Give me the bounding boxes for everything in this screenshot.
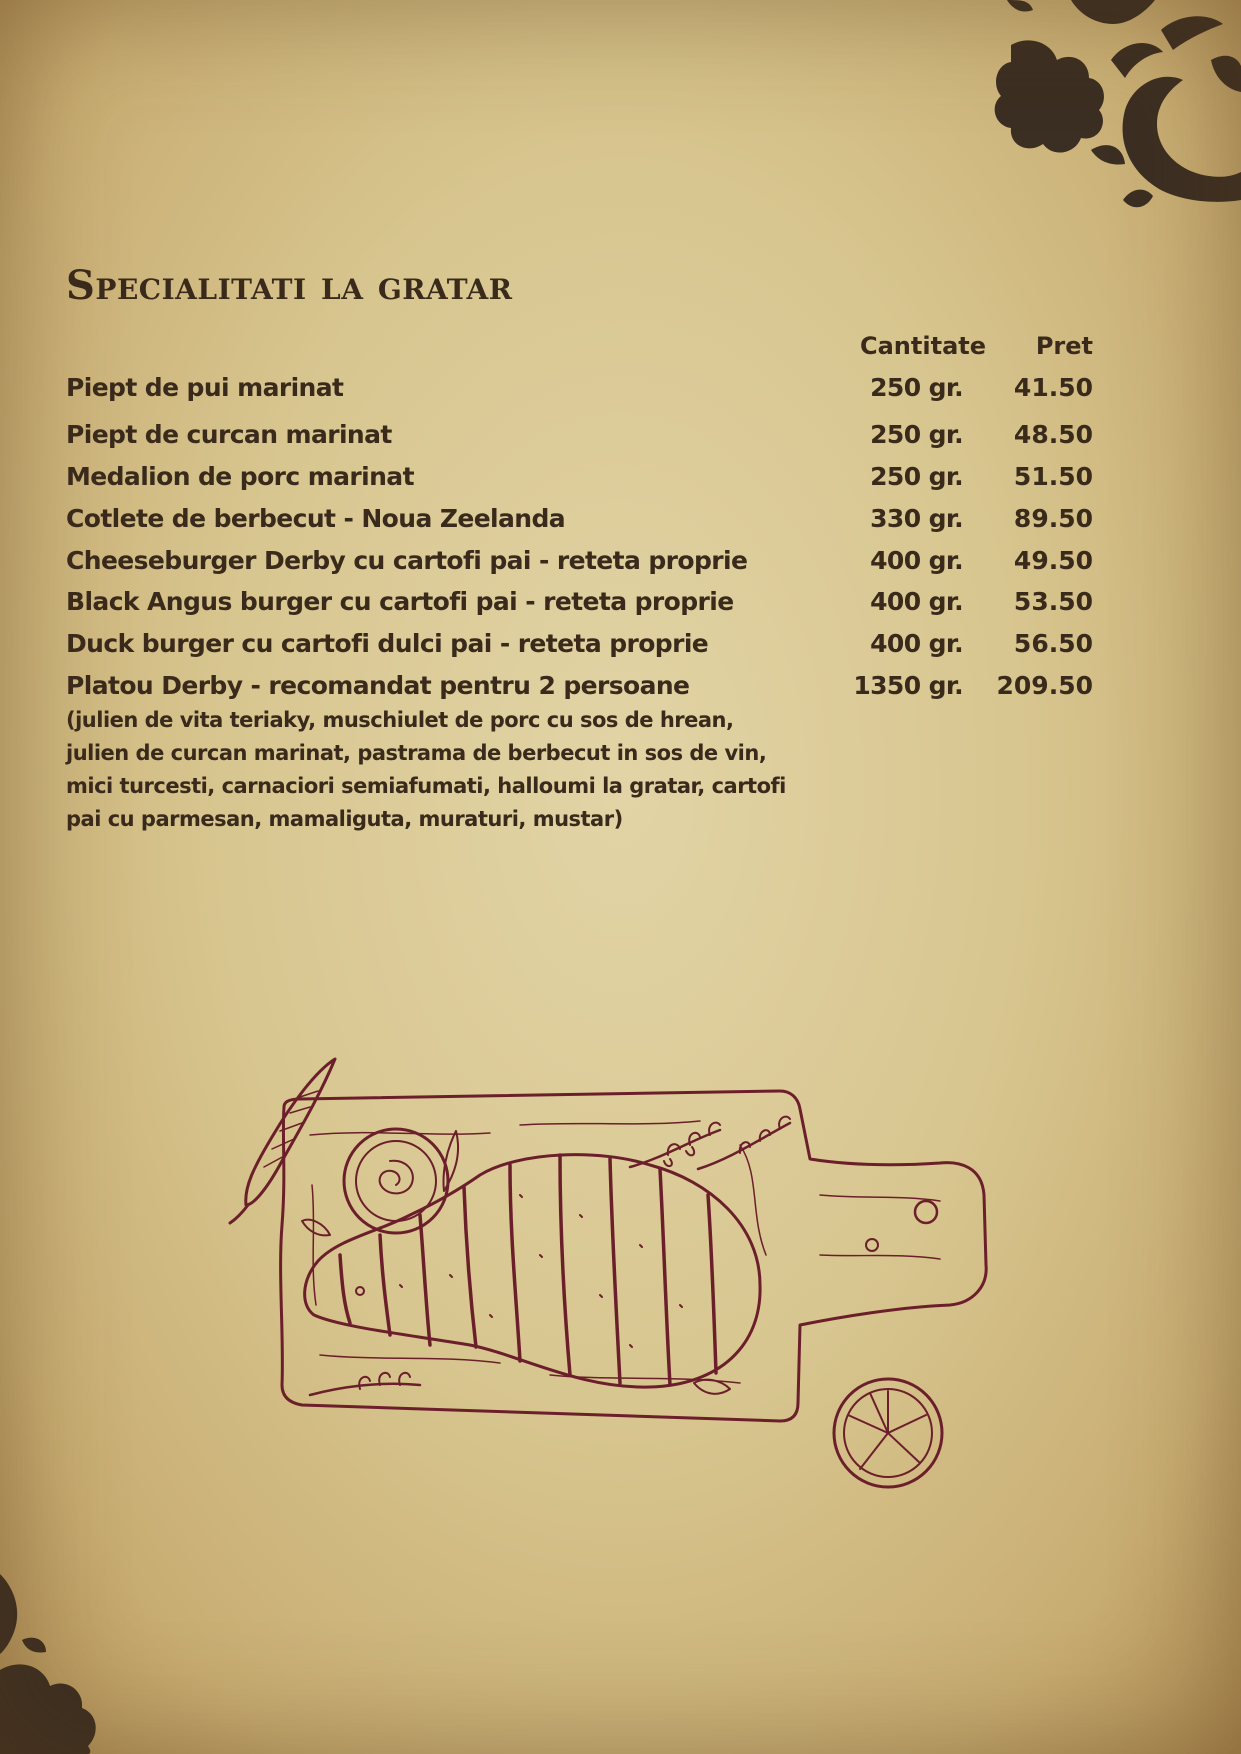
menu-item-quantity: 400 gr. — [870, 629, 963, 658]
menu-item-price: 49.50 — [1013, 546, 1093, 575]
menu-item-quantity: 400 gr. — [870, 546, 963, 575]
menu-item-name: Duck burger cu cartofi dulci pai - reteta proprie — [66, 629, 709, 658]
menu-item-quantity: 250 gr. — [870, 420, 963, 449]
menu-item-quantity: 400 gr. — [870, 587, 963, 616]
menu-item — [0, 462, 1241, 496]
menu-item — [0, 629, 1241, 663]
menu-item — [0, 546, 1241, 580]
floral-ornament-icon — [0, 1574, 110, 1754]
menu-item-name: Platou Derby - recomandat pentru 2 persoane — [66, 671, 690, 700]
menu-item-price: 51.50 — [1013, 462, 1093, 491]
menu-item-quantity: 250 gr. — [870, 462, 963, 491]
menu-item-price: 209.50 — [996, 671, 1093, 700]
lemon-slice-icon — [834, 1379, 942, 1487]
cutting-board-icon — [281, 1091, 987, 1421]
floral-ornament-icon — [911, 0, 1241, 215]
menu-item-price: 48.50 — [1013, 420, 1093, 449]
sauce-bowl-icon — [344, 1129, 448, 1233]
section-title: Specialitati la gratar — [66, 262, 513, 309]
menu-item-quantity: 250 gr. — [870, 373, 963, 402]
menu-item-name: Black Angus burger cu cartofi pai - reteta proprie — [66, 587, 734, 616]
menu-item-price: 53.50 — [1013, 587, 1093, 616]
menu-item-name: Cotlete de berbecut - Noua Zeelanda — [66, 504, 566, 533]
platter-description: (julien de vita teriaky, muschiulet de porc cu sos de hrean, julien de curcan marinat, pastrama de berbecut in sos de vin, mici turcesti, carnaciori semiafumati, halloumi la gratar, cartofi pai cu parmesan, mamaliguta, muraturi, mustar) — [66, 708, 786, 831]
menu-item-name: Cheeseburger Derby cu cartofi pai - reteta proprie — [66, 546, 748, 575]
column-header-quantity: Cantitate — [860, 332, 987, 360]
grilled-steak-board-illustration — [220, 1055, 990, 1500]
menu-item — [0, 420, 1241, 454]
menu-item — [0, 373, 1241, 407]
menu-item — [0, 504, 1241, 538]
menu-item-price: 56.50 — [1013, 629, 1093, 658]
menu-item — [0, 587, 1241, 621]
menu-item-quantity: 330 gr. — [870, 504, 963, 533]
grilled-steak-icon — [305, 1155, 760, 1387]
menu-item-name: Piept de curcan marinat — [66, 420, 392, 449]
column-header-price: Pret — [1035, 332, 1093, 360]
menu-item-price: 41.50 — [1013, 373, 1093, 402]
menu-item-name: Piept de pui marinat — [66, 373, 344, 402]
menu-item-price: 89.50 — [1013, 504, 1093, 533]
menu-item-quantity: 1350 gr. — [853, 671, 963, 700]
menu-item-name: Medalion de porc marinat — [66, 462, 414, 491]
menu-item — [0, 671, 1241, 705]
